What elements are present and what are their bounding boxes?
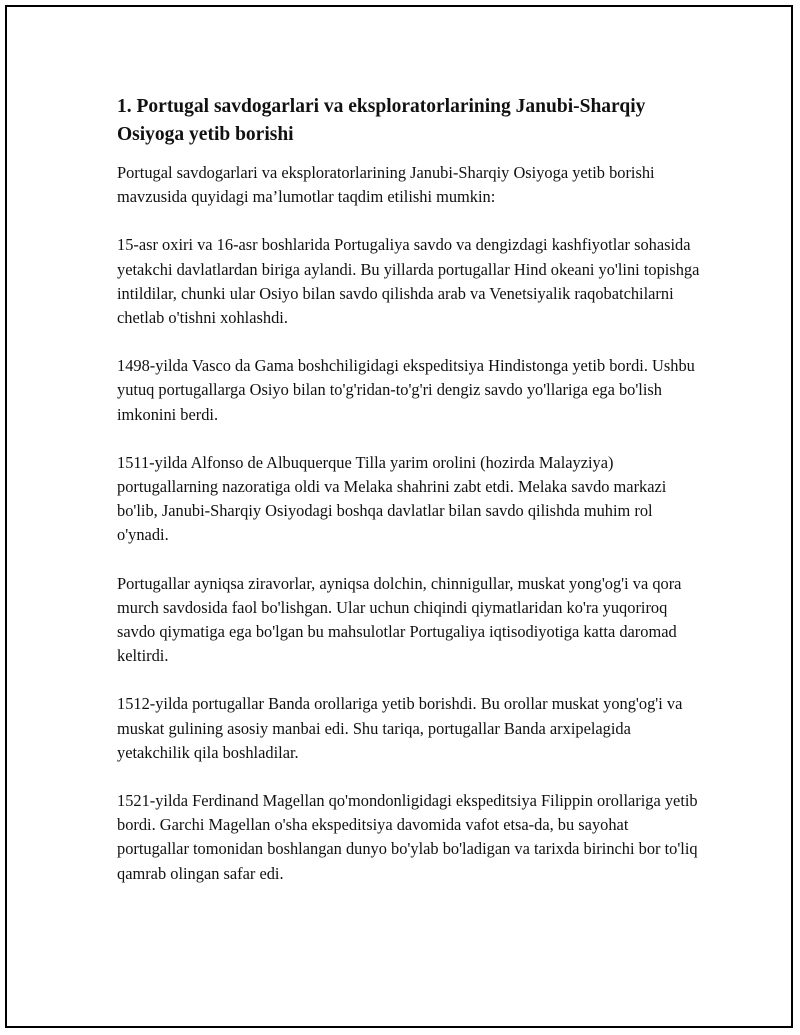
paragraph-15th-century: 15-asr oxiri va 16-asr boshlarida Portugaliya savdo va dengizdagi kashfiyotlar sohasida yetakchi davlatlardan biriga aylandi. Bu yillarda portugallar Hind okeani yo'lini topishga intildilar, chunki ular Osiyo bilan savdo qilishda arab va Venetsiyalik raqobatchilarni chetlab o'tishni xohlashdi.: [117, 235, 700, 328]
paragraph-1498: 1498-yilda Vasco da Gama boshchiligidagi ekspeditsiya Hindistonga yetib bordi. Ushbu yutuq portugallarga Osiyo bilan to'g'ridan-to'g'ri dengiz savdo yo'llariga ega bo'lish imkonini berdi.: [117, 356, 695, 424]
section-heading: 1. Portugal savdogarlari va eksploratorlarining Janubi-Sharqiy Osiyoga yetib borishi: [117, 96, 646, 145]
intro-paragraph: Portugal savdogarlari va eksploratorlarining Janubi-Sharqiy Osiyoga yetib borishi mavzusida quyidagi ma’lumotlar taqdim etilishi mumkin:: [117, 163, 655, 207]
paragraph-1511: 1511-yilda Alfonso de Albuquerque Tilla yarim orolini (hozirda Malayziya) portugallarning nazoratiga oldi va Melaka shahrini zabt etdi. Melaka savdo markazi bo'lib, Janubi-Sharqiy Osiyodagi boshqa davlatlar bilan savdo qilishda muhim rol o'ynadi.: [117, 452, 667, 545]
document-body: [117, 93, 702, 910]
paragraph-1512: 1512-yilda portugallar Banda orollariga yetib borishdi. Bu orollar muskat yong'og'i va muskat gulining asosiy manbai edi. Shu tariqa, portugallar Banda arxipelagida yetakchilik qila boshladilar.: [117, 694, 683, 762]
paragraph-1521: 1521-yilda Ferdinand Magellan qo'mondonligidagi ekspeditsiya Filippin orollariga yetib bordi. Garchi Magellan o'sha ekspeditsiya davomida vafot etsa-da, bu sayohat portugallar tomonidan boshlangan dunyo bo'ylab bo'ladigan va tarixda birinchi bor to'liq qamrab olingan safar edi.: [117, 791, 698, 883]
paragraph-spices: Portugallar ayniqsa ziravorlar, ayniqsa dolchin, chinnigullar, muskat yong'og'i va qora murch savdosida faol bo'lishgan. Ular uchun chiqindi qiymatlaridan ko'ra yuqoriroq savdo qiymatiga ega bo'lgan bu mahsulotlar Portugaliya iqtisodiyotiga katta daromad keltirdi.: [117, 573, 682, 666]
